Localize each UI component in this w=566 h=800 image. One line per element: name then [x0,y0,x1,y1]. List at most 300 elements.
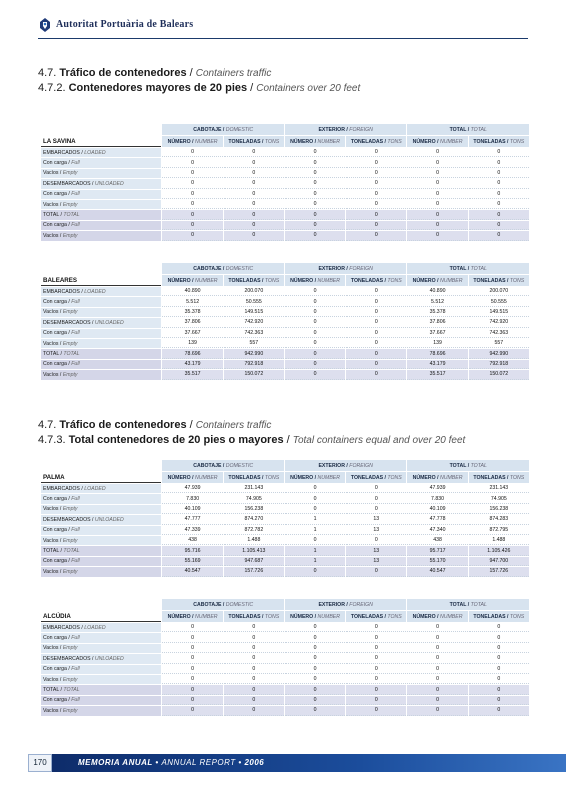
table-cell: 0 [346,654,406,663]
column-group-label-es: EXTERIOR [318,462,345,469]
table-cell: 0 [346,505,406,514]
column-group-label-en: DOMESTIC [225,601,254,608]
subcolumn-header: TONELADAS / TONS [469,275,529,286]
row-label-en: Full [71,330,80,337]
table-cell: 0 [224,221,284,230]
table-cell: 0 [346,494,406,503]
row-label-es: Con carga [43,191,67,198]
table-cell: 0 [162,675,222,684]
table-cell: 0 [407,231,467,240]
row-label: Con carga / Full [41,158,161,167]
subcolumn-header: TONELADAS / TONS [224,611,284,622]
table-row [41,297,529,306]
row-label-es: Con carga [43,299,67,306]
table-cell: 0 [285,644,345,653]
subcolumn-label-en: NUMBER [439,277,463,284]
column-group-label-en: DOMESTIC [225,265,254,272]
table-cell: 0 [346,484,406,493]
table-cell: 942.990 [224,349,284,358]
subcolumn-header: NÚMERO / NUMBER [407,136,467,147]
subcolumn-header: TONELADAS / TONS [346,136,406,147]
table-cell: 0 [285,221,345,230]
table-cell: 0 [346,210,406,219]
column-group-label-en: TOTAL [470,265,487,272]
row-label-es: Vacíos [43,232,59,239]
table-cell: 1 [285,557,345,566]
table-cell: 0 [469,200,529,209]
row-label-es: TOTAL [43,687,60,694]
table-row [41,200,529,209]
table-cell: 438 [407,536,467,545]
table-cell: 0 [162,654,222,663]
table-cell: 0 [346,706,406,715]
subcolumn-label-en: TONS [509,277,525,284]
row-label-es: EMBARCADOS [43,485,80,492]
table-cell: 40.890 [162,287,222,296]
row-label-en: Empty [62,232,78,239]
page-footer [0,748,566,778]
column-group-label-es: CABOTAJE [193,126,222,133]
table-cell: 78.696 [162,349,222,358]
table-cell: 0 [162,685,222,694]
table-baleares [40,262,530,381]
table-cell: 0 [346,536,406,545]
table-cell: 1.488 [224,536,284,545]
row-label-es: TOTAL [43,212,60,219]
subcolumn-header: NÚMERO / NUMBER [285,136,345,147]
row-label: TOTAL / TOTAL [41,210,161,219]
table-cell: 139 [162,339,222,348]
table-cell: 200.070 [469,287,529,296]
table-cell: 0 [469,633,529,642]
row-label-es: Con carga [43,635,67,642]
subcolumn-label-es: NÚMERO [167,474,191,481]
table-cell: 947.687 [224,557,284,566]
row-label: Vacíos / Empty [41,536,161,545]
table-cell: 231.143 [469,484,529,493]
table-cell: 95.717 [407,546,467,555]
row-label-en: Empty [62,537,78,544]
row-label-es: EMBARCADOS [43,288,80,295]
table-cell: 0 [285,190,345,199]
table-cell: 149.515 [469,308,529,317]
column-group-label-es: TOTAL [449,265,467,272]
subcolumn-header: NÚMERO / NUMBER [285,275,345,286]
section-heading-4-7-3 [38,418,538,448]
footer-title-en: ANNUAL REPORT [161,758,236,767]
footer-title-es: MEMORIA ANUAL [78,758,153,767]
table-cell: 0 [162,633,222,642]
table-cell: 0 [285,360,345,369]
table-row [41,675,529,684]
table-cell: 35.378 [407,308,467,317]
table-cell: 50.555 [469,297,529,306]
subsection-number: 4.7.2. [38,82,66,94]
table-cell: 139 [407,339,467,348]
table-cell: 0 [224,696,284,705]
column-group-header: EXTERIOR / FOREIGN [285,124,406,135]
table-row [41,623,529,632]
table-cell: 149.515 [224,308,284,317]
table-cell: 0 [346,696,406,705]
row-label-es: Con carga [43,222,67,229]
table-cell: 74.905 [224,494,284,503]
table-cell: 1 [285,546,345,555]
row-label-es: Vacíos [43,676,59,683]
row-label-en: Full [71,697,80,704]
subsection-number: 4.7.3. [38,434,66,446]
row-label: Vacíos / Empty [41,644,161,653]
row-label-en: TOTAL [63,351,80,358]
row-label-es: Vacíos [43,201,59,208]
row-label-en: Empty [62,568,78,575]
table-cell: 0 [285,567,345,576]
column-group-label-es: TOTAL [449,601,467,608]
table-cell: 0 [346,200,406,209]
table-cell: 742.363 [224,329,284,338]
row-label-en: Empty [62,170,78,177]
column-group-header: CABOTAJE / DOMESTIC [162,460,283,471]
row-label-en: Full [71,496,80,503]
table-cell: 742.920 [224,318,284,327]
subcolumn-header: NÚMERO / NUMBER [407,472,467,483]
table-row [41,339,529,348]
column-group-label-en: FOREIGN [349,265,373,272]
column-group-header: TOTAL / TOTAL [407,124,529,135]
subcolumn-label-es: NÚMERO [167,277,191,284]
column-group-label-en: TOTAL [470,601,487,608]
subcolumn-label-en: NUMBER [195,474,218,481]
table-cell: 0 [162,644,222,653]
subcolumn-header: NÚMERO / NUMBER [285,472,345,483]
table-cell: 0 [285,685,345,694]
row-label-es: DESEMBARCADOS [43,655,91,662]
table-cell: 0 [469,685,529,694]
table-cell: 0 [407,200,467,209]
subcolumn-header: TONELADAS / TONS [224,472,284,483]
row-label: Vacíos / Empty [41,706,161,715]
footer-separator: • [238,758,242,767]
section-number: 4.7. [38,67,57,79]
subcolumn-header: TONELADAS / TONS [469,611,529,622]
row-label: EMBARCADOS / LOADED [41,287,161,296]
row-label-en: Full [71,160,80,167]
row-label: EMBARCADOS / LOADED [41,623,161,632]
row-label-es: Con carga [43,558,67,565]
table-cell: 0 [285,158,345,167]
subcolumn-label-en: NUMBER [317,277,340,284]
row-label: Con carga / Full [41,360,161,369]
table-cell: 0 [469,221,529,230]
column-group-label-es: CABOTAJE [193,462,222,469]
table-cell: 0 [407,158,467,167]
table-cell: 0 [224,706,284,715]
table-cell: 95.716 [162,546,222,555]
row-label: Con carga / Full [41,494,161,503]
table-cell: 47.939 [407,484,467,493]
table-cell: 0 [285,308,345,317]
table-cell: 0 [407,169,467,178]
subcolumn-label-es: NÚMERO [412,613,436,620]
table-cell: 0 [407,644,467,653]
footer-title [78,758,264,767]
table-cell: 0 [162,210,222,219]
table-cell: 0 [224,633,284,642]
header-row-groups [41,460,529,471]
table-cell: 0 [407,221,467,230]
subcolumn-label-es: NÚMERO [412,277,436,284]
table-row [41,546,529,555]
table-cell: 0 [285,329,345,338]
row-label-es: Con carga [43,666,67,673]
column-group-label-es: EXTERIOR [318,126,345,133]
row-label-es: Vacíos [43,645,59,652]
row-label: DESEMBARCADOS / UNLOADED [41,179,161,188]
row-label: Con carga / Full [41,696,161,705]
row-label-en: Empty [62,309,78,316]
subcolumn-label-en: TONS [387,474,402,481]
table-row [41,179,529,188]
subcolumn-header: TONELADAS / TONS [346,275,406,286]
table-cell: 50.555 [224,297,284,306]
table-cell: 0 [285,179,345,188]
row-label: Vacíos / Empty [41,567,161,576]
table-cell: 0 [285,494,345,503]
table-cell: 13 [346,557,406,566]
table-cell: 13 [346,515,406,524]
table-row [41,210,529,219]
table-cell: 5.512 [407,297,467,306]
table-row [41,370,529,379]
column-group-label-en: FOREIGN [349,126,373,133]
table-cell: 47.778 [407,515,467,524]
row-label-en: Empty [62,676,78,683]
column-group-header: TOTAL / TOTAL [407,460,529,471]
table-cell: 0 [407,633,467,642]
table-cell: 0 [469,665,529,674]
table-cell: 0 [407,190,467,199]
table-cell: 0 [346,339,406,348]
table-cell: 0 [346,231,406,240]
subcolumn-label-es: TONELADAS [350,474,384,481]
table-cell: 1.105.426 [469,546,529,555]
row-label: Con carga / Full [41,190,161,199]
row-label-es: DESEMBARCADOS [43,180,91,187]
port-name-cell: BALEARES [41,263,161,286]
page-header [0,0,566,40]
table-cell: 557 [469,339,529,348]
subcolumn-label-en: NUMBER [439,613,463,620]
title-separator: / [250,82,254,94]
table-cell: 37.667 [407,329,467,338]
subcolumn-label-en: NUMBER [317,138,340,145]
row-label: Vacíos / Empty [41,169,161,178]
subcolumn-label-en: TONS [509,138,525,145]
subcolumn-label-es: TONELADAS [228,138,261,145]
table-row [41,644,529,653]
table-row [41,169,529,178]
table-cell: 0 [346,169,406,178]
header-row-groups [41,263,529,274]
table-cell: 150.072 [469,370,529,379]
row-label-en: Full [71,527,80,534]
column-group-header: EXTERIOR / FOREIGN [285,263,406,274]
organization-name: Autoritat Portuària de Balears [56,19,194,30]
row-label: TOTAL / TOTAL [41,546,161,555]
row-label: Con carga / Full [41,665,161,674]
subsection-title-es: Contenedores mayores de 20 pies [68,82,248,94]
table-cell: 0 [285,706,345,715]
subcolumn-label-es: NÚMERO [290,613,314,620]
row-label-en: Full [71,666,80,673]
table-row [41,190,529,199]
table-cell: 0 [285,623,345,632]
table-cell: 0 [285,484,345,493]
table-cell: 0 [224,231,284,240]
column-group-label-en: TOTAL [470,462,487,469]
table-row [41,318,529,327]
row-label: Con carga / Full [41,557,161,566]
subcolumn-label-en: NUMBER [317,474,340,481]
column-group-label-es: EXTERIOR [318,601,345,608]
table-cell: 0 [285,339,345,348]
table-cell: 0 [285,654,345,663]
table-cell: 0 [224,685,284,694]
table-cell: 78.696 [407,349,467,358]
table-cell: 47.340 [407,526,467,535]
table-cell: 0 [162,148,222,157]
column-group-header: EXTERIOR / FOREIGN [285,460,406,471]
table-cell: 0 [346,360,406,369]
row-label-es: Con carga [43,361,67,368]
subcolumn-label-es: NÚMERO [290,138,314,145]
row-label-es: Vacíos [43,371,59,378]
column-group-label-en: FOREIGN [349,462,373,469]
column-group-label-es: TOTAL [449,462,467,469]
column-group-label-en: DOMESTIC [225,462,254,469]
table-cell: 0 [469,654,529,663]
section-heading-4-7-2 [38,66,538,96]
subcolumn-header: NÚMERO / NUMBER [407,611,467,622]
port-name-cell: ALCÚDIA [41,599,161,622]
table-cell: 0 [346,158,406,167]
row-label-en: Empty [62,371,78,378]
row-label-es: Con carga [43,160,67,167]
subcolumn-header: TONELADAS / TONS [469,472,529,483]
subcolumn-header: TONELADAS / TONS [224,136,284,147]
table-cell: 742.920 [469,318,529,327]
subcolumn-label-es: TONELADAS [228,277,261,284]
row-label: DESEMBARCADOS / UNLOADED [41,654,161,663]
table-cell: 0 [162,221,222,230]
table-cell: 0 [346,179,406,188]
table-cell: 0 [346,623,406,632]
table-cell: 0 [285,696,345,705]
row-label-en: UNLOADED [94,319,124,326]
table-cell: 156.238 [469,505,529,514]
row-label-en: Full [71,299,80,306]
row-label-en: Full [71,361,80,368]
table-cell: 0 [224,190,284,199]
table-cell: 0 [346,190,406,199]
subcolumn-label-es: TONELADAS [473,613,506,620]
table-cell: 0 [346,318,406,327]
port-name-cell: PALMA [41,460,161,483]
column-group-header: TOTAL / TOTAL [407,599,529,610]
row-label-en: LOADED [84,149,106,156]
table-cell: 0 [346,685,406,694]
table-cell: 0 [285,536,345,545]
table-cell: 0 [346,665,406,674]
row-label-en: Empty [62,645,78,652]
table-row [41,287,529,296]
table-cell: 0 [407,623,467,632]
table-cell: 55.170 [407,557,467,566]
table-cell: 942.990 [469,349,529,358]
row-label-es: Vacíos [43,506,59,513]
table-cell: 0 [469,706,529,715]
row-label: Vacíos / Empty [41,675,161,684]
table-row [41,633,529,642]
subcolumn-label-es: TONELADAS [228,613,261,620]
table-cell: 0 [407,148,467,157]
table-cell: 43.179 [162,360,222,369]
subcolumn-label-en: TONS [509,474,525,481]
table-cell: 40.109 [407,505,467,514]
table-row [41,148,529,157]
table-row [41,505,529,514]
table-cell: 0 [285,505,345,514]
subcolumn-label-es: NÚMERO [167,613,191,620]
table-row [41,329,529,338]
table-cell: 0 [469,696,529,705]
row-label-en: LOADED [84,485,106,492]
header-row-groups [41,599,529,610]
subcolumn-label-en: NUMBER [195,138,218,145]
table-cell: 40.890 [407,287,467,296]
row-label-es: DESEMBARCADOS [43,319,91,326]
table-row [41,665,529,674]
table-cell: 947.700 [469,557,529,566]
subcolumn-label-es: NÚMERO [290,474,314,481]
table-cell: 0 [285,287,345,296]
table-cell: 43.179 [407,360,467,369]
subcolumn-label-es: TONELADAS [473,474,506,481]
table-cell: 742.363 [469,329,529,338]
table-cell: 0 [285,148,345,157]
subcolumn-label-en: TONS [264,277,280,284]
row-label: DESEMBARCADOS / UNLOADED [41,318,161,327]
column-group-label-en: TOTAL [470,126,487,133]
table-cell: 0 [285,370,345,379]
column-group-label-es: CABOTAJE [193,601,222,608]
subsection-title-en: Total containers equal and over 20 feet [292,435,466,446]
table-cell: 0 [346,297,406,306]
subcolumn-label-en: TONS [264,474,280,481]
subcolumn-header: NÚMERO / NUMBER [285,611,345,622]
table-cell: 872.795 [469,526,529,535]
table-cell: 37.806 [162,318,222,327]
row-label-es: Con carga [43,496,67,503]
row-label-en: LOADED [84,288,106,295]
row-label-en: Full [71,558,80,565]
table-cell: 1.105.413 [224,546,284,555]
table-cell: 0 [469,148,529,157]
table-cell: 0 [285,200,345,209]
column-group-label-es: CABOTAJE [193,265,222,272]
row-label: EMBARCADOS / LOADED [41,148,161,157]
column-group-header: CABOTAJE / DOMESTIC [162,124,283,135]
